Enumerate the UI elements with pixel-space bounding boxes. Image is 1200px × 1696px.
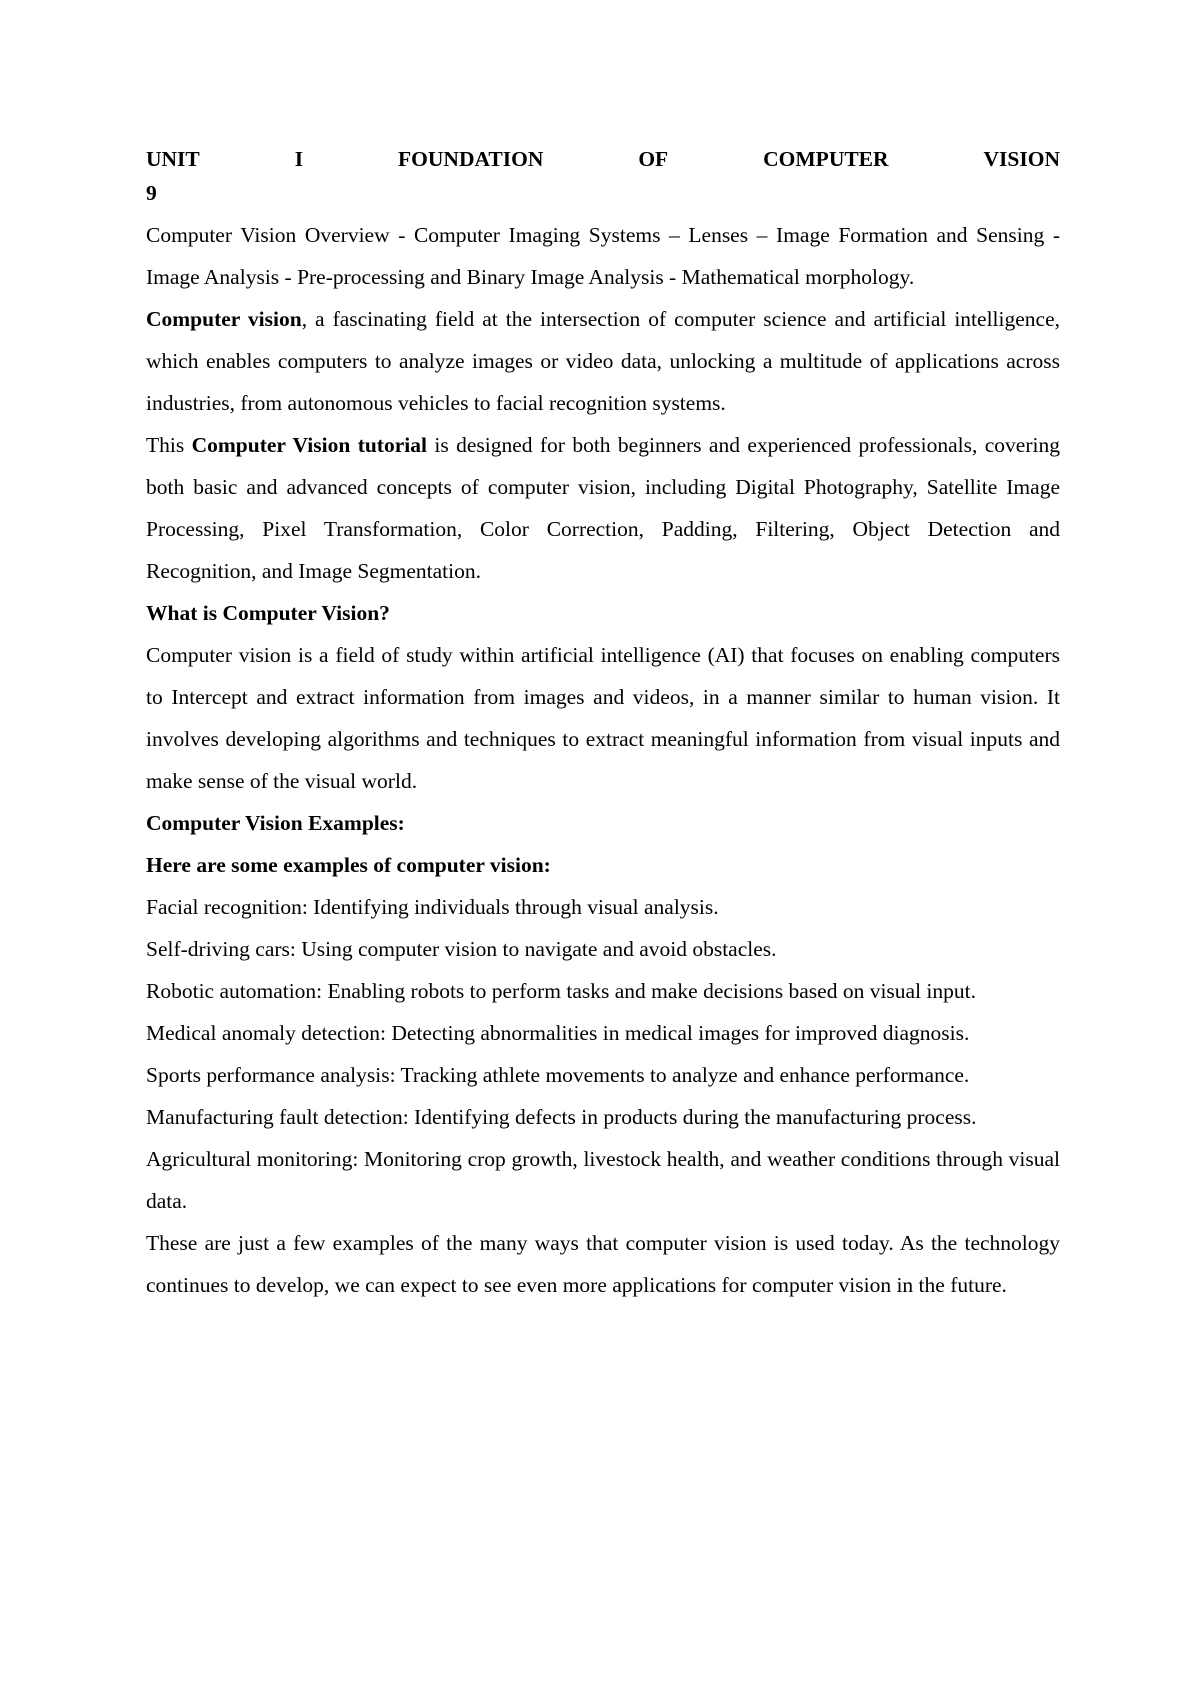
example-item: Self-driving cars: Using computer vision to navigate and avoid obstacles. bbox=[146, 937, 777, 961]
what-heading: What is Computer Vision? bbox=[146, 601, 390, 625]
example-item: Agricultural monitoring: Monitoring crop growth, livestock health, and weather conditions through visual data. bbox=[146, 1147, 1060, 1213]
heading-word: FOUNDATION bbox=[398, 147, 544, 171]
intro-term: Computer vision bbox=[146, 307, 302, 331]
tutorial-prefix: This bbox=[146, 433, 192, 457]
page-content bbox=[146, 138, 1060, 1306]
heading-word: COMPUTER bbox=[763, 147, 889, 171]
syllabus-paragraph: Computer Vision Overview - Computer Imaging Systems – Lenses – Image Formation and Sensing - Image Analysis - Pre-processing and Binary Image Analysis - Mathematical morphology. bbox=[146, 223, 1060, 289]
example-item: Facial recognition: Identifying individuals through visual analysis. bbox=[146, 895, 719, 919]
tutorial-paragraph bbox=[146, 424, 1060, 592]
tutorial-term: Computer Vision tutorial bbox=[191, 433, 427, 457]
tutorial-text: is designed for both beginners and experienced professionals, covering both basic and advanced concepts of computer vision, including Digital Photography, Satellite Image Processing, Pixel Transformation, Color Correction, Padding, Filtering, Object Detection and Recognition, and Image Segmentation. bbox=[146, 433, 1060, 583]
heading-word: OF bbox=[638, 147, 669, 171]
example-item: Manufacturing fault detection: Identifying defects in products during the manufacturing process. bbox=[146, 1105, 977, 1129]
example-item: Medical anomaly detection: Detecting abnormalities in medical images for improved diagnosis. bbox=[146, 1021, 970, 1045]
example-item: Robotic automation: Enabling robots to perform tasks and make decisions based on visual input. bbox=[146, 979, 976, 1003]
heading-word: I bbox=[294, 147, 304, 171]
examples-heading: Computer Vision Examples: bbox=[146, 811, 405, 835]
example-item: Sports performance analysis: Tracking athlete movements to analyze and enhance performance. bbox=[146, 1063, 970, 1087]
heading-word: UNIT bbox=[146, 147, 200, 171]
intro-paragraph bbox=[146, 298, 1060, 424]
intro-text: , a fascinating field at the intersection of computer science and artificial intelligence, which enables computers to analyze images or video data, unlocking a multitude of applications across industries, from autonomous vehicles to facial recognition systems. bbox=[146, 307, 1060, 415]
examples-subheading: Here are some examples of computer vision: bbox=[146, 853, 551, 877]
unit-hours: 9 bbox=[146, 181, 157, 205]
what-paragraph: Computer vision is a field of study within artificial intelligence (AI) that focuses on enabling computers to Intercept and extract information from images and videos, in a manner similar to human vision. It involves developing algorithms and techniques to extract meaningful information from visual inputs and make sense of the visual world. bbox=[146, 643, 1060, 793]
closing-paragraph: These are just a few examples of the many ways that computer vision is used today. As the technology continues to develop, we can expect to see even more applications for computer vision in the future. bbox=[146, 1231, 1060, 1297]
heading-word: VISION bbox=[983, 147, 1060, 171]
